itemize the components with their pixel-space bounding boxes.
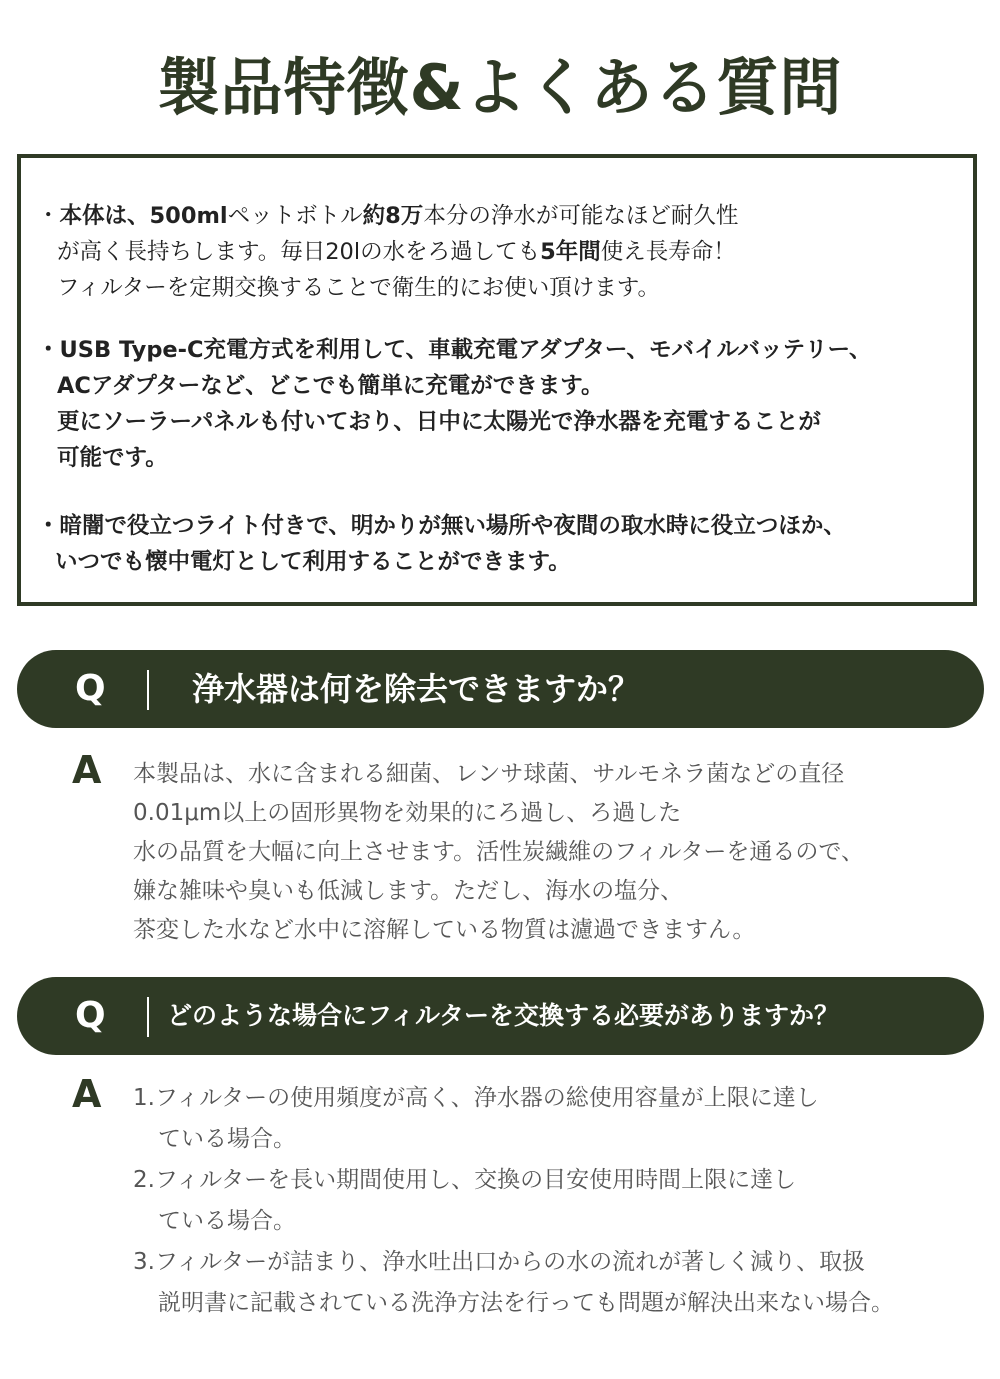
answer-item-line: 3.フィルターが詰まり、浄水吐出口からの水の流れが著しく減り、取扱: [133, 1249, 866, 1275]
feature-line: フィルターを定期交換することで衛生的にお使い頂けます。: [57, 275, 661, 301]
text: USB Type-C充電方式を利用して、車載充電アダプター、モバイルバッテリー、: [59, 337, 872, 363]
text-bold: 本体は、500ml: [59, 203, 228, 229]
q-label: Q: [75, 995, 106, 1036]
bullet: ・: [37, 337, 60, 363]
answer-line: 茶変した水など水中に溶解している物質は濾過できますん。: [133, 917, 756, 943]
faq-question-bar: [17, 977, 984, 1055]
answer-line: 水の品質を大幅に向上させます。活性炭繊維のフィルターを通るので、: [133, 839, 864, 865]
answer-item-line: ている場合。: [158, 1126, 296, 1152]
text-bold: 約8万: [362, 203, 424, 229]
question-text: どのような場合にフィルターを交換する必要がありますか？: [167, 1001, 840, 1030]
feature-line: いつでも懐中電灯として利用することができます。: [55, 549, 571, 575]
feature-line: ACアダプターなど、どこでも簡単に充電ができます。: [57, 373, 604, 399]
answer-line: 本製品は、水に含まれる細菌、レンサ球菌、サルモネラ菌などの直径: [133, 761, 845, 787]
feature-line: 可能です。: [57, 445, 168, 471]
q-label: Q: [75, 668, 106, 709]
answer-item-line: 1.フィルターの使用頻度が高く、浄水器の総使用容量が上限に達し: [133, 1085, 819, 1111]
bullet: ・: [37, 513, 60, 539]
feature-line: [37, 198, 738, 234]
feature-line: [37, 332, 872, 368]
question-text: 浄水器は何を除去できますか？: [192, 670, 641, 708]
feature-line: [37, 508, 846, 544]
feature-line: [37, 234, 738, 270]
answer-line: 0.01μm以上の固形異物を効果的にろ過し、ろ過した: [133, 800, 682, 826]
separator: [147, 997, 149, 1037]
text: 使え長寿命！: [600, 239, 736, 265]
bullet: ・: [37, 203, 60, 229]
separator: [147, 670, 149, 710]
answer-list: [133, 1078, 894, 1324]
text: 暗闇で役立つライト付きで、明かりが無い場所や夜間の取水時に役立つほか、: [59, 513, 846, 539]
a-label: A: [72, 748, 102, 792]
features-box: [17, 154, 977, 606]
text-bold: 5年間: [540, 239, 601, 265]
answer-text: [133, 755, 864, 950]
faq-question-bar: [17, 650, 984, 728]
answer-line: 嫌な雑味や臭いも低減します。ただし、海水の塩分、: [133, 878, 684, 904]
answer-item-line: ている場合。: [158, 1208, 296, 1234]
a-label: A: [72, 1072, 102, 1116]
feature-item-charging: [37, 332, 872, 476]
text: ペットボトル: [227, 203, 363, 229]
feature-item-durability: [37, 198, 738, 306]
feature-line: 更にソーラーパネルも付いており、日中に太陽光で浄水器を充電することが: [57, 409, 821, 435]
answer-item-line: 説明書に記載されている洗浄方法を行っても問題が解決出来ない場合。: [158, 1290, 894, 1316]
text: が高く長持ちします。毎日20lの水をろ過しても: [57, 239, 541, 265]
page-title: 製品特徴&よくある質問: [157, 51, 843, 124]
answer-item-line: 2.フィルターを長い期間使用し、交換の目安使用時間上限に達し: [133, 1167, 797, 1193]
text: 本分の浄水が可能なほど耐久性: [423, 203, 739, 229]
feature-item-light: [37, 508, 846, 580]
